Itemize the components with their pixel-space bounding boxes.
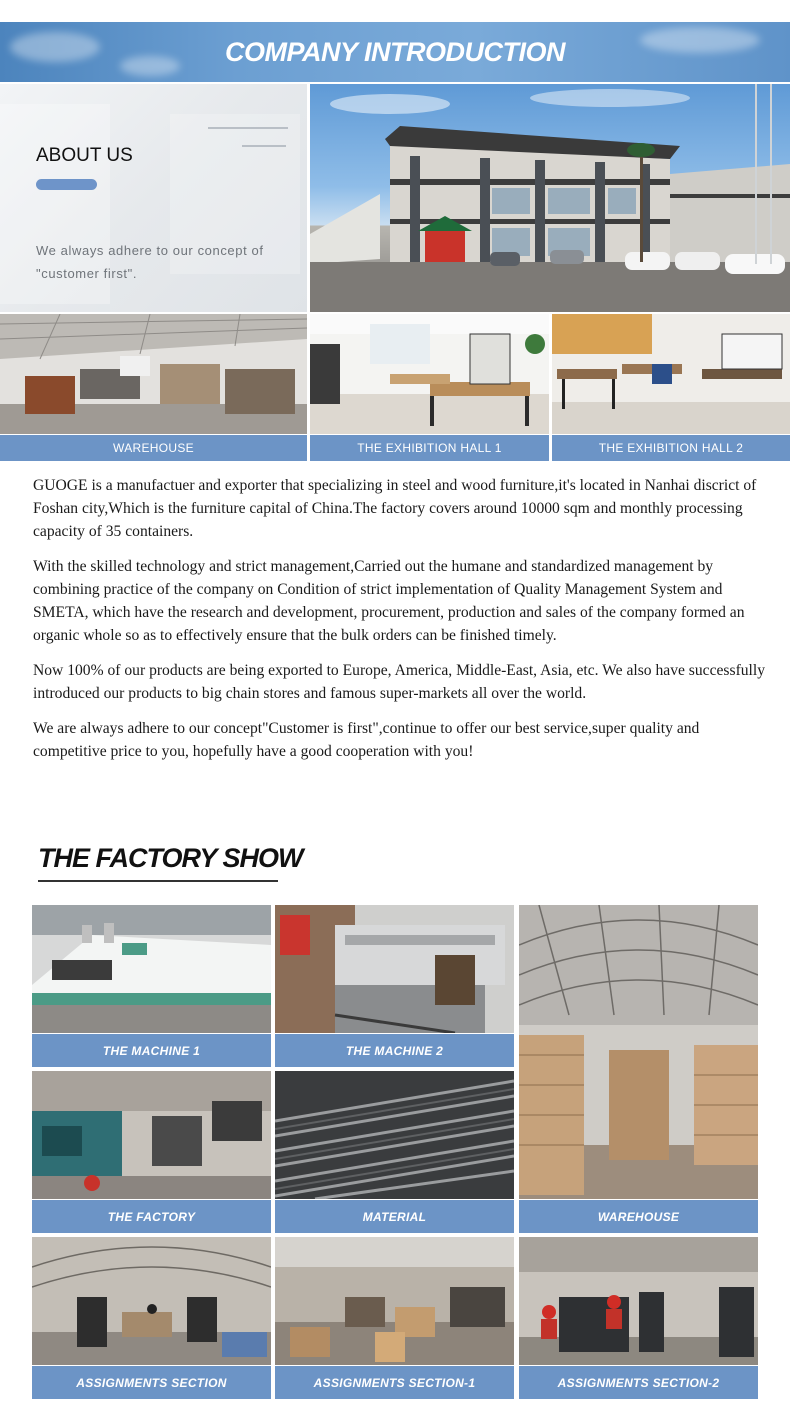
header-banner bbox=[0, 22, 790, 82]
exhibition-hall-2-photo bbox=[552, 314, 790, 434]
building-illustration bbox=[310, 84, 790, 312]
company-description bbox=[33, 474, 768, 775]
factory-caption: ASSIGNMENTS SECTION-2 bbox=[519, 1366, 758, 1399]
paragraph: With the skilled technology and strict management,Carried out the humane and standardized management by combining practice of the company on Condition of strict implementation of Quality Management System and SMETA, which have the research and development, procurement, production and sales of the company formed an organic whole so as to effectively ensure that the bulk orders can be finished timely. bbox=[33, 558, 745, 644]
machine-illustration bbox=[275, 905, 514, 1033]
material-photo bbox=[275, 1071, 514, 1199]
decorative-line bbox=[242, 145, 286, 147]
page-title: COMPANY INTRODUCTION bbox=[225, 37, 565, 67]
factory-caption: ASSIGNMENTS SECTION bbox=[32, 1366, 271, 1399]
factory-photo bbox=[32, 1071, 271, 1199]
assignments-section-1-photo bbox=[275, 1237, 514, 1365]
gallery-caption: WAREHOUSE bbox=[0, 435, 307, 461]
gallery-caption: THE EXHIBITION HALL 1 bbox=[310, 435, 549, 461]
warehouse-photo bbox=[0, 314, 307, 434]
factory-caption: MATERIAL bbox=[275, 1200, 514, 1233]
factory-caption: THE MACHINE 1 bbox=[32, 1034, 271, 1067]
decorative-line bbox=[208, 127, 288, 129]
office-building-photo bbox=[310, 84, 790, 312]
factory-caption: WAREHOUSE bbox=[519, 1200, 758, 1233]
machine-illustration bbox=[32, 905, 271, 1033]
exhibition-hall-1-photo bbox=[310, 314, 549, 434]
assembly-illustration bbox=[32, 1237, 271, 1365]
assignments-section-2-photo bbox=[519, 1237, 758, 1365]
material-illustration bbox=[275, 1071, 514, 1199]
about-panel bbox=[0, 84, 307, 312]
factory-illustration bbox=[32, 1071, 271, 1199]
warehouse-illustration bbox=[0, 314, 307, 434]
paragraph: Now 100% of our products are being exported to Europe, America, Middle-East, Asia, etc. We also have successfully introduced our products to big chain stores and famous super-markets all over the world. bbox=[33, 662, 766, 702]
warehouse-tall-photo bbox=[519, 905, 758, 1199]
exhibition-hall-illustration bbox=[552, 314, 790, 434]
machine-1-photo bbox=[32, 905, 271, 1033]
factory-caption: THE FACTORY bbox=[32, 1200, 271, 1233]
about-accent-bar bbox=[36, 179, 97, 190]
about-title: ABOUT US bbox=[36, 145, 133, 166]
assembly-illustration bbox=[275, 1237, 514, 1365]
machine-2-photo bbox=[275, 905, 514, 1033]
gallery-caption: THE EXHIBITION HALL 2 bbox=[552, 435, 790, 461]
paragraph: GUOGE is a manufactuer and exporter that specializing in steel and wood furniture,it's located in Nanhai discrict of Foshan city,Which is the furniture capital of China.The factory covers around 10000 sqm and monthly processing capacity of 35 containers. bbox=[33, 477, 757, 540]
exhibition-hall-illustration bbox=[310, 314, 549, 434]
factory-caption: THE MACHINE 2 bbox=[275, 1034, 514, 1067]
section-title: THE FACTORY SHOW bbox=[38, 843, 303, 873]
about-tagline: We always adhere to our concept of "customer first". bbox=[36, 243, 264, 281]
assembly-illustration bbox=[519, 1237, 758, 1365]
factory-caption: ASSIGNMENTS SECTION-1 bbox=[275, 1366, 514, 1399]
paragraph: We are always adhere to our concept"Customer is first",continue to offer our best service,super quality and competitive price to you, hopefully have a good cooperation with you! bbox=[33, 720, 700, 760]
assignments-section-photo bbox=[32, 1237, 271, 1365]
warehouse-illustration bbox=[519, 905, 758, 1199]
section-title-underline bbox=[38, 880, 278, 882]
